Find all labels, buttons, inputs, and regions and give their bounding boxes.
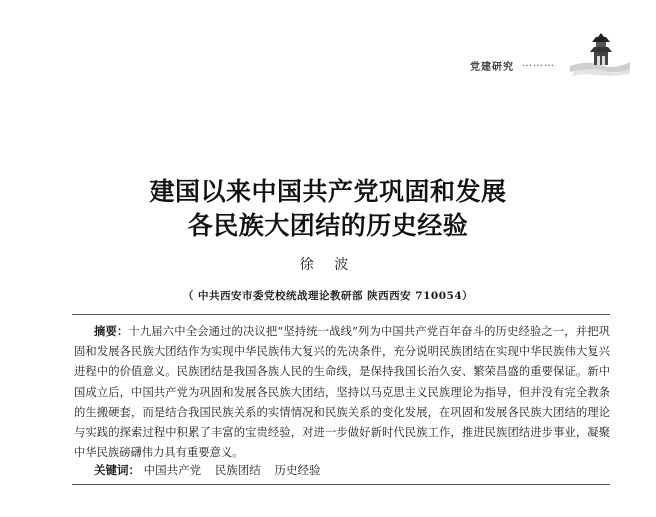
- abstract-text: 十九届六中全会通过的决议把“坚持统一战线”列为中国共产党百年奋斗的历史经验之一，并把巩固和发展各民族大团结作为实现中华民族伟大复兴的先决条件，充分说明民族团结在实现中华民族伟大复兴进程中的价值意义。民族团结是我国各族人民的生命线，是保持我国长治久安、繁荣昌盛的重要保证。新中国成立后，中国共产党为巩固和发展各民族大团结，坚持以马克思主义民族理论为指导，但并没有完全教条的生搬硬套，而是结合我国民族关系的实情情况和民族关系的变化发展，在巩固和发展各民族大团结的理论与实践的探索过程中积累了丰富的宝贵经验，对进一步做好新时代民族工作，推进民族团结进步事业，凝聚中华民族磅礴伟力具有重要意义。: [74, 325, 610, 460]
- keyword-item: 历史经验: [274, 463, 321, 477]
- keywords-label: 关键词：: [94, 463, 140, 477]
- running-head-section: 党建研究: [470, 62, 514, 73]
- article-title-line-1: 建国以来中国共产党巩固和发展: [149, 177, 507, 206]
- keyword-item: 民族团结: [214, 463, 261, 477]
- abstract-top-rule: [72, 314, 610, 315]
- running-head-dots: ………: [522, 58, 555, 69]
- abstract-bottom-rule: [72, 484, 610, 485]
- author-affiliation: （ 中共西安市委党校统战理论教研部 陕西西安 710054）: [182, 290, 474, 302]
- abstract-label: 摘要：: [94, 325, 129, 338]
- author-name: 徐 波: [299, 257, 357, 273]
- keywords: [94, 462, 330, 478]
- keyword-item: 中国共产党: [143, 463, 202, 477]
- article-title-line-2: 各民族大团结的历史经验: [187, 211, 469, 240]
- abstract: [74, 322, 610, 463]
- tower-landscape-icon: [568, 30, 632, 78]
